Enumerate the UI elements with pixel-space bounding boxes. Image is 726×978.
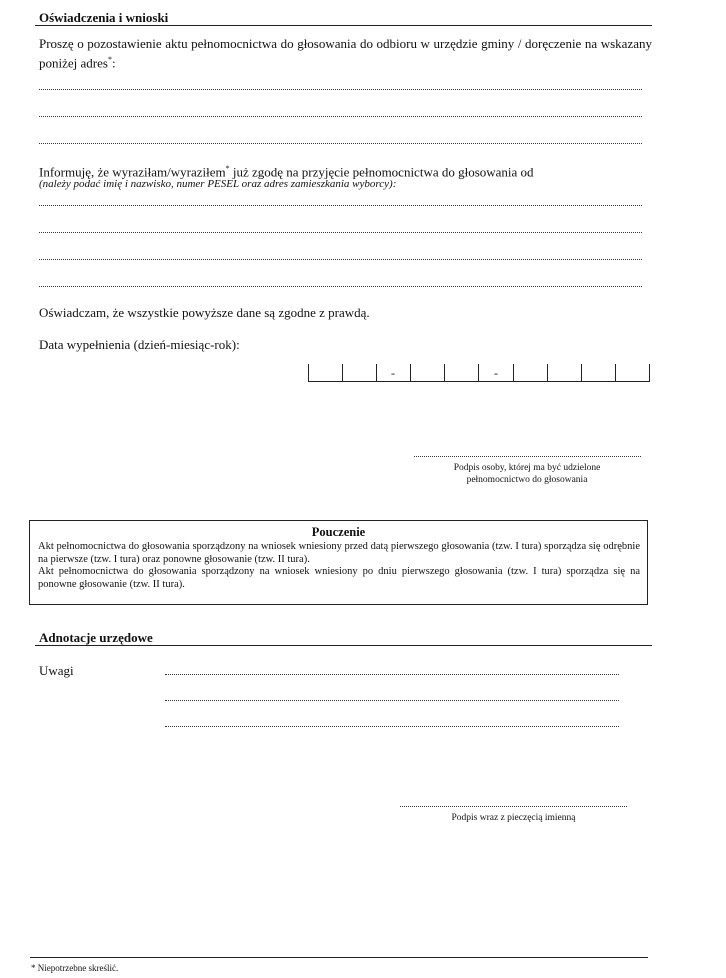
request-text-tail: :	[111, 55, 116, 71]
request-text: Proszę o pozostawienie aktu pełnomocnictwa do głosowania do odbioru w urzędzie gminy / doręczenie na wskazany poniżej adres	[39, 36, 652, 71]
date-cell-divider	[410, 364, 411, 381]
signature-caption-applicant	[404, 462, 650, 486]
signature-caption-line: pełnomocnictwo do głosowania	[466, 475, 588, 485]
footnote-marker: *	[107, 55, 112, 64]
footnote-marker: *	[225, 164, 230, 173]
date-cell-divider	[376, 364, 377, 381]
request-paragraph	[39, 36, 652, 71]
notice-box	[29, 520, 648, 605]
address-line-1[interactable]	[39, 89, 642, 90]
footnote-text: * Niepotrzebne skreślić.	[31, 963, 119, 973]
consent-hint: (należy podać imię i nazwisko, numer PESEL oraz adres zamieszkania wyborcy):	[39, 178, 397, 190]
section-rule	[35, 645, 652, 646]
notice-body	[30, 540, 647, 591]
remarks-line-3[interactable]	[165, 726, 619, 727]
voter-data-line-1[interactable]	[39, 205, 642, 206]
remarks-label: Uwagi	[39, 663, 74, 678]
date-label: Data wypełnienia (dzień-miesiąc-rok):	[39, 337, 240, 352]
consent-text: Informuję, że wyraziłam/wyraziłem	[39, 164, 226, 180]
voter-data-line-2[interactable]	[39, 232, 642, 233]
date-cell-divider	[547, 364, 548, 381]
date-separator: -	[494, 366, 498, 380]
notice-paragraph: Akt pełnomocnictwa do głosowania sporządzony na wniosek wniesiony przed datą pierwszego głosowania (tzw. I tura) sporządza się odrębnie na pierwsze (tzw. I tura) oraz ponowne głosowanie (tzw. II tura).	[38, 541, 640, 565]
section-title-official-notes: Adnotacje urzędowe	[39, 630, 153, 645]
date-cell-divider	[308, 364, 309, 381]
voter-data-line-4[interactable]	[39, 286, 642, 287]
signature-line-official[interactable]	[400, 806, 627, 807]
date-cell-divider	[478, 364, 479, 381]
address-line-3[interactable]	[39, 143, 642, 144]
voter-data-line-3[interactable]	[39, 259, 642, 260]
date-cell-divider	[581, 364, 582, 381]
notice-title: Pouczenie	[311, 525, 366, 539]
date-separator: -	[391, 366, 395, 380]
signature-caption-official: Podpis wraz z pieczęcią imienną	[451, 813, 576, 823]
consent-text-tail: już zgodę na przyjęcie pełnomocnictwa do głosowania od	[229, 164, 534, 180]
declaration-text: Oświadczam, że wszystkie powyższe dane są zgodne z prawdą.	[39, 305, 370, 320]
footnote-rule	[30, 957, 648, 958]
date-cell-divider	[615, 364, 616, 381]
date-cell-divider	[444, 364, 445, 381]
signature-caption-line: Podpis osoby, której ma być udzielone	[453, 463, 601, 473]
date-cell-divider	[513, 364, 514, 381]
remarks-line-2[interactable]	[165, 700, 619, 701]
section-title-declarations: Oświadczenia i wnioski	[39, 10, 169, 25]
date-cell-divider	[649, 364, 650, 381]
section-rule	[35, 25, 652, 26]
remarks-line-1[interactable]	[165, 674, 619, 675]
signature-line-applicant[interactable]	[414, 456, 641, 457]
address-line-2[interactable]	[39, 116, 642, 117]
date-cell-divider	[342, 364, 343, 381]
notice-paragraph: Akt pełnomocnictwa do głosowania sporządzony na wniosek wniesiony po dniu pierwszego głosowania (tzw. I tura) sporządza się na ponowne głosowanie (tzw. II tura).	[38, 566, 640, 590]
date-field[interactable]	[308, 364, 650, 382]
